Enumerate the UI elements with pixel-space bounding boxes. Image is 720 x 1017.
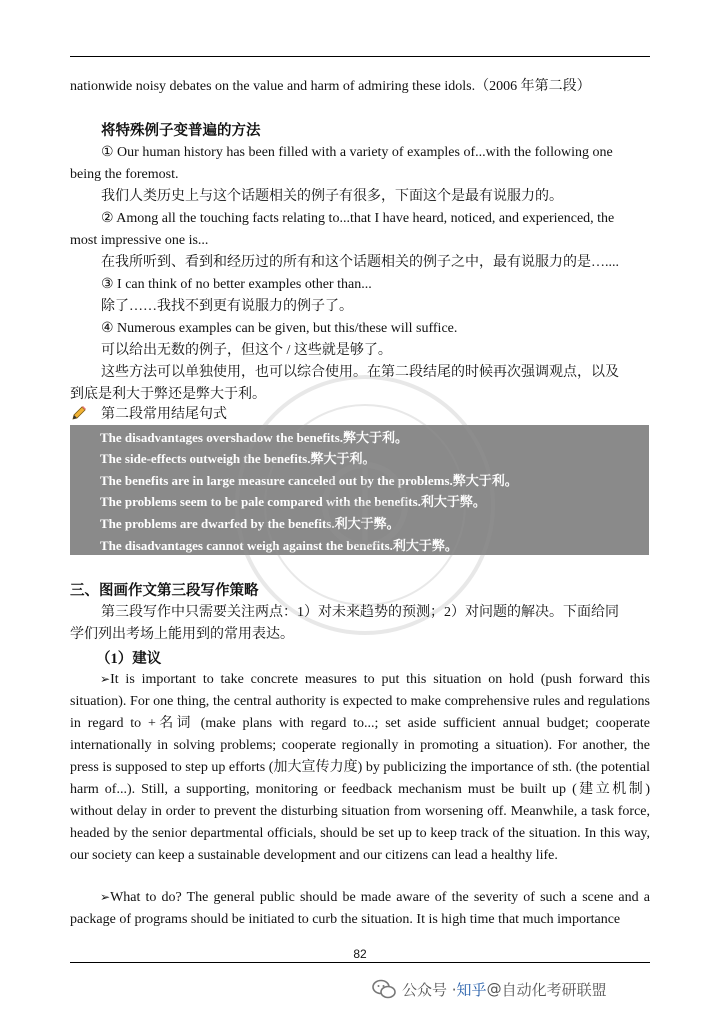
ending-sentence: The side-effects outweigh the benefits.弊大于利。	[100, 451, 376, 466]
ending-sentence: The benefits are in large measure canceled out by the problems.弊大于利。	[100, 473, 518, 488]
paragraph-line: 第三段写作中只需要关注两点：1）对未来趋势的预测；2）对问题的解决。下面给同	[101, 605, 619, 620]
paragraph-line: 学们列出考场上能用到的常用表达。	[70, 627, 294, 642]
suggestion-text: It is important to take concrete measures to put this situation on hold (push forward this situation). For one thing, the central authority is expected to make comprehensive rules and regulations in regard to +名词 (make plans with regard to...; set aside sufficient annual budget; cooperate internationally in solving problems; cooperate regionally in promoting a situation). For another, the press is supposed to step up efforts (加大宣传力度) by publicizing the importance of sth. (the potential harm of...). Still, a supporting, monitoring or feedback mechanism must be built up (建立机制) without delay in order to prevent the disturbing situation from worsening off. Meanwhile, a task force, headed by the senior departmental officials, should be set up to keep track of the situation. In this way, our society can keep a sustainable development and our citizens can lead a healthy life.	[70, 672, 650, 863]
example-line: ③ I can think of no better examples other than...	[101, 277, 372, 292]
at-label: @	[486, 980, 502, 998]
paragraph-line: nationwide noisy debates on the value and harm of admiring these idols.（2006 年第二段）	[70, 79, 591, 94]
pencil-icon	[70, 404, 88, 422]
section-heading: 将特殊例子变普遍的方法	[101, 123, 261, 139]
wechat-icon	[372, 978, 396, 1000]
paragraph-line: 到底是利大于弊还是弊大于利。	[70, 387, 266, 402]
example-line: being the foremost.	[70, 167, 179, 182]
ending-sentence: The problems are dwarfed by the benefits.利大于弊。	[100, 516, 400, 531]
zhihu-label: 知乎	[456, 980, 487, 999]
suggestion-paragraph	[70, 668, 650, 867]
arrow-bullet-icon: ➢	[100, 672, 111, 686]
example-line: ② Among all the touching facts relating to...that I have heard, noticed, and experienced, the	[101, 211, 615, 226]
example-line: ④ Numerous examples can be given, but this/these will suffice.	[101, 321, 458, 336]
translation-line: 除了……我找不到更有说服力的例子了。	[101, 299, 353, 314]
ending-sentence: The problems seem to be pale compared with the benefits.利大于弊。	[100, 494, 486, 509]
paragraph-line: 这些方法可以单独使用，也可以综合使用。在第二段结尾的时候再次强调观点，以及	[101, 365, 619, 380]
ending-sentence: The disadvantages overshadow the benefits.弊大于利。	[100, 430, 409, 445]
arrow-bullet-icon: ➢	[100, 890, 111, 904]
translation-line: 我们人类历史上与这个话题相关的例子有很多，下面这个是最有说服力的。	[101, 189, 563, 204]
subsection-heading: （1）建议	[96, 651, 162, 667]
suggestion-paragraph	[70, 886, 650, 931]
example-line: ① Our human history has been filled with a variety of examples of...with the following one	[101, 145, 613, 160]
example-line: most impressive one is...	[70, 233, 209, 248]
header-rule	[70, 56, 650, 57]
ending-sentence: The disadvantages cannot weigh against the benefits.利大于弊。	[100, 538, 458, 553]
translation-line: 可以给出无数的例子，但这个 / 这些就是够了。	[101, 343, 392, 358]
page-number: 82	[353, 947, 367, 961]
section-title: 三、图画作文第三段写作策略	[70, 583, 259, 599]
footer-label: 公众号 ·	[402, 980, 457, 999]
account-name: 自动化考研联盟	[501, 980, 607, 999]
section-heading: 第二段常用结尾句式	[101, 407, 227, 422]
footer-rule	[70, 962, 650, 963]
footer-brand	[372, 976, 607, 1002]
translation-line: 在我所听到、看到和经历过的所有和这个话题相关的例子之中，最有说服力的是…....	[101, 255, 619, 270]
suggestion-text: What to do? The general public should be made aware of the severity of such a scene and a package of programs should be initiated to curb the situation. It is high time that much importance	[70, 890, 650, 927]
